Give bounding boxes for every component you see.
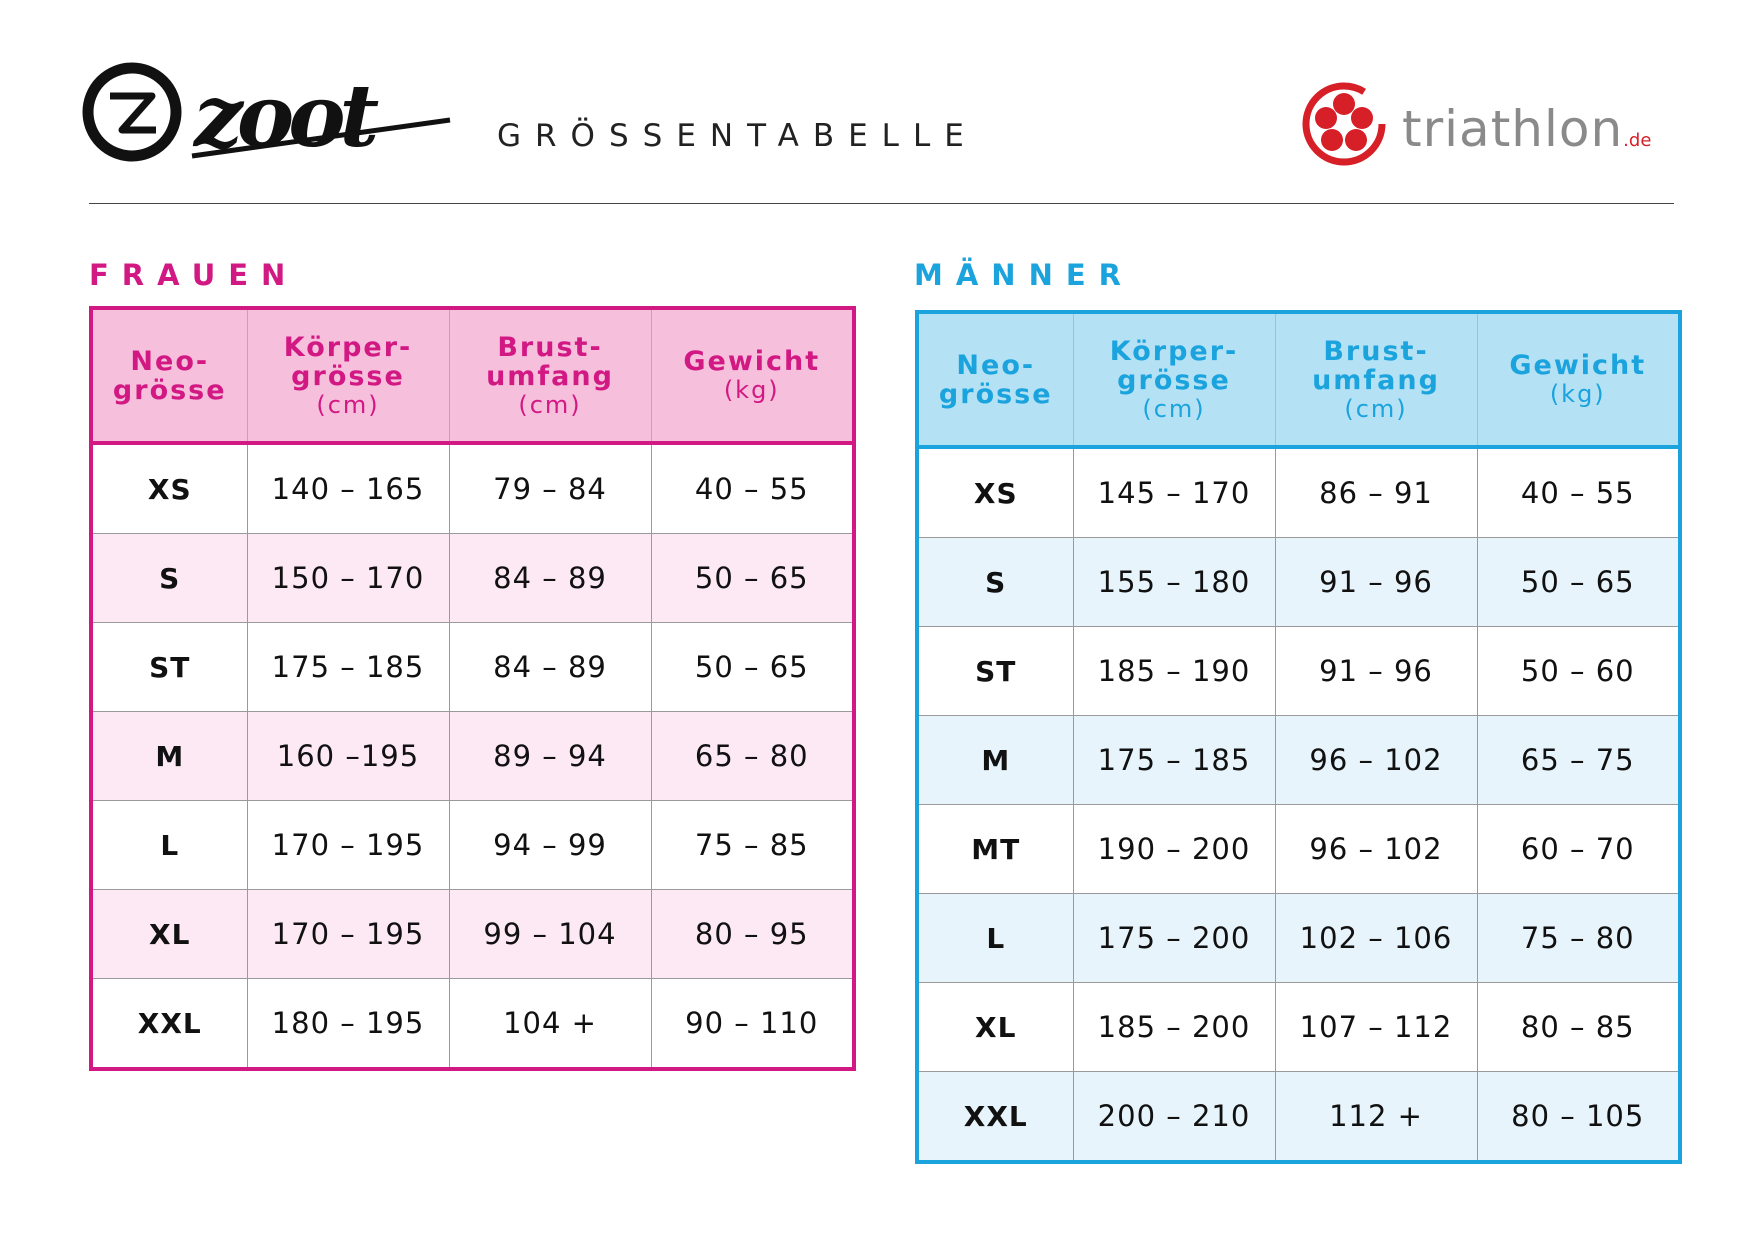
table-row xyxy=(917,983,1680,1072)
height-cell: 175 – 185 xyxy=(247,623,449,712)
chest-cell: 91 – 96 xyxy=(1275,538,1477,627)
height-cell: 150 – 170 xyxy=(247,534,449,623)
height-cell: 190 – 200 xyxy=(1073,805,1275,894)
weight-cell: 60 – 70 xyxy=(1477,805,1680,894)
header-koerpergroesse: Körper- grösse (cm) xyxy=(1073,312,1275,447)
weight-cell: 80 – 95 xyxy=(651,890,854,979)
frauen-title: FRAUEN xyxy=(89,258,299,292)
weight-cell: 65 – 80 xyxy=(651,712,854,801)
size-cell: L xyxy=(91,801,247,890)
header-brustumfang: Brust- umfang (cm) xyxy=(1275,312,1477,447)
size-cell: S xyxy=(917,538,1073,627)
table-row xyxy=(917,894,1680,983)
weight-cell: 80 – 105 xyxy=(1477,1072,1680,1163)
table-row xyxy=(917,716,1680,805)
height-cell: 185 – 190 xyxy=(1073,627,1275,716)
height-cell: 160 –195 xyxy=(247,712,449,801)
table-row xyxy=(91,979,854,1070)
size-cell: XS xyxy=(917,447,1073,538)
chest-cell: 99 – 104 xyxy=(449,890,651,979)
header-neogroesse: Neo- grösse xyxy=(91,308,247,443)
height-cell: 175 – 200 xyxy=(1073,894,1275,983)
weight-cell: 40 – 55 xyxy=(1477,447,1680,538)
height-cell: 175 – 185 xyxy=(1073,716,1275,805)
header-divider xyxy=(89,203,1674,204)
weight-cell: 75 – 85 xyxy=(651,801,854,890)
page-title: GRÖSSENTABELLE xyxy=(497,118,978,154)
chest-cell: 94 – 99 xyxy=(449,801,651,890)
maenner-title: MÄNNER xyxy=(914,258,1134,292)
size-cell: XS xyxy=(91,443,247,534)
chest-cell: 104 + xyxy=(449,979,651,1070)
size-cell: XXL xyxy=(91,979,247,1070)
chest-cell: 91 – 96 xyxy=(1275,627,1477,716)
table-row xyxy=(917,538,1680,627)
frauen-size-table xyxy=(89,306,856,1071)
height-cell: 155 – 180 xyxy=(1073,538,1275,627)
table-row xyxy=(917,447,1680,538)
zoot-wordmark: zoot xyxy=(194,66,374,167)
size-cell: XL xyxy=(91,890,247,979)
table-row xyxy=(91,801,854,890)
weight-cell: 75 – 80 xyxy=(1477,894,1680,983)
size-cell: L xyxy=(917,894,1073,983)
table-row xyxy=(917,805,1680,894)
partner-wordmark: triathlon.de xyxy=(1402,100,1652,158)
size-cell: ST xyxy=(917,627,1073,716)
weight-cell: 65 – 75 xyxy=(1477,716,1680,805)
height-cell: 170 – 195 xyxy=(247,801,449,890)
table-row xyxy=(91,534,854,623)
size-cell: XL xyxy=(917,983,1073,1072)
weight-cell: 90 – 110 xyxy=(685,1006,819,1040)
weight-cell: 50 – 65 xyxy=(651,623,854,712)
zoot-logo xyxy=(82,60,462,170)
chest-cell: 102 – 106 xyxy=(1275,894,1477,983)
size-cell: M xyxy=(917,716,1073,805)
chest-cell: 112 + xyxy=(1275,1072,1477,1163)
size-cell: MT xyxy=(917,805,1073,894)
table-row xyxy=(91,712,854,801)
table-row xyxy=(91,623,854,712)
size-cell: S xyxy=(91,534,247,623)
table-row xyxy=(917,627,1680,716)
chest-cell: 86 – 91 xyxy=(1275,447,1477,538)
chest-cell: 96 – 102 xyxy=(1275,805,1477,894)
chest-cell: 84 – 89 xyxy=(449,623,651,712)
size-cell: M xyxy=(91,712,247,801)
height-cell: 200 – 210 xyxy=(1073,1072,1275,1163)
weight-cell: 50 – 65 xyxy=(1477,538,1680,627)
chest-cell: 107 – 112 xyxy=(1275,983,1477,1072)
chest-cell: 89 – 94 xyxy=(449,712,651,801)
weight-cell: 40 – 55 xyxy=(651,443,854,534)
table-row xyxy=(91,890,854,979)
height-cell: 180 – 195 xyxy=(247,979,449,1070)
height-cell: 170 – 195 xyxy=(247,890,449,979)
weight-cell: 80 – 85 xyxy=(1477,983,1680,1072)
weight-cell: 50 – 60 xyxy=(1477,627,1680,716)
partner-tld: .de xyxy=(1623,130,1652,151)
header-neogroesse: Neo- grösse xyxy=(917,312,1073,447)
header-gewicht: Gewicht (kg) xyxy=(1477,312,1680,447)
chest-cell: 84 – 89 xyxy=(449,534,651,623)
height-cell: 145 – 170 xyxy=(1073,447,1275,538)
weight-cell: 50 – 65 xyxy=(651,534,854,623)
table-row xyxy=(917,1072,1680,1163)
height-cell: 185 – 200 xyxy=(1073,983,1275,1072)
table-header-row xyxy=(91,308,854,443)
table-row xyxy=(91,443,854,534)
maenner-size-table xyxy=(915,310,1682,1164)
table-header-row xyxy=(917,312,1680,447)
height-cell: 140 – 165 xyxy=(247,443,449,534)
chest-cell: 96 – 102 xyxy=(1275,716,1477,805)
header-koerpergroesse: Körper- grösse (cm) xyxy=(247,308,449,443)
size-cell: XXL xyxy=(917,1072,1073,1163)
header-gewicht: Gewicht (kg) xyxy=(651,308,854,443)
chest-cell: 79 – 84 xyxy=(449,443,651,534)
size-cell: ST xyxy=(91,623,247,712)
header-brustumfang: Brust- umfang (cm) xyxy=(449,308,651,443)
